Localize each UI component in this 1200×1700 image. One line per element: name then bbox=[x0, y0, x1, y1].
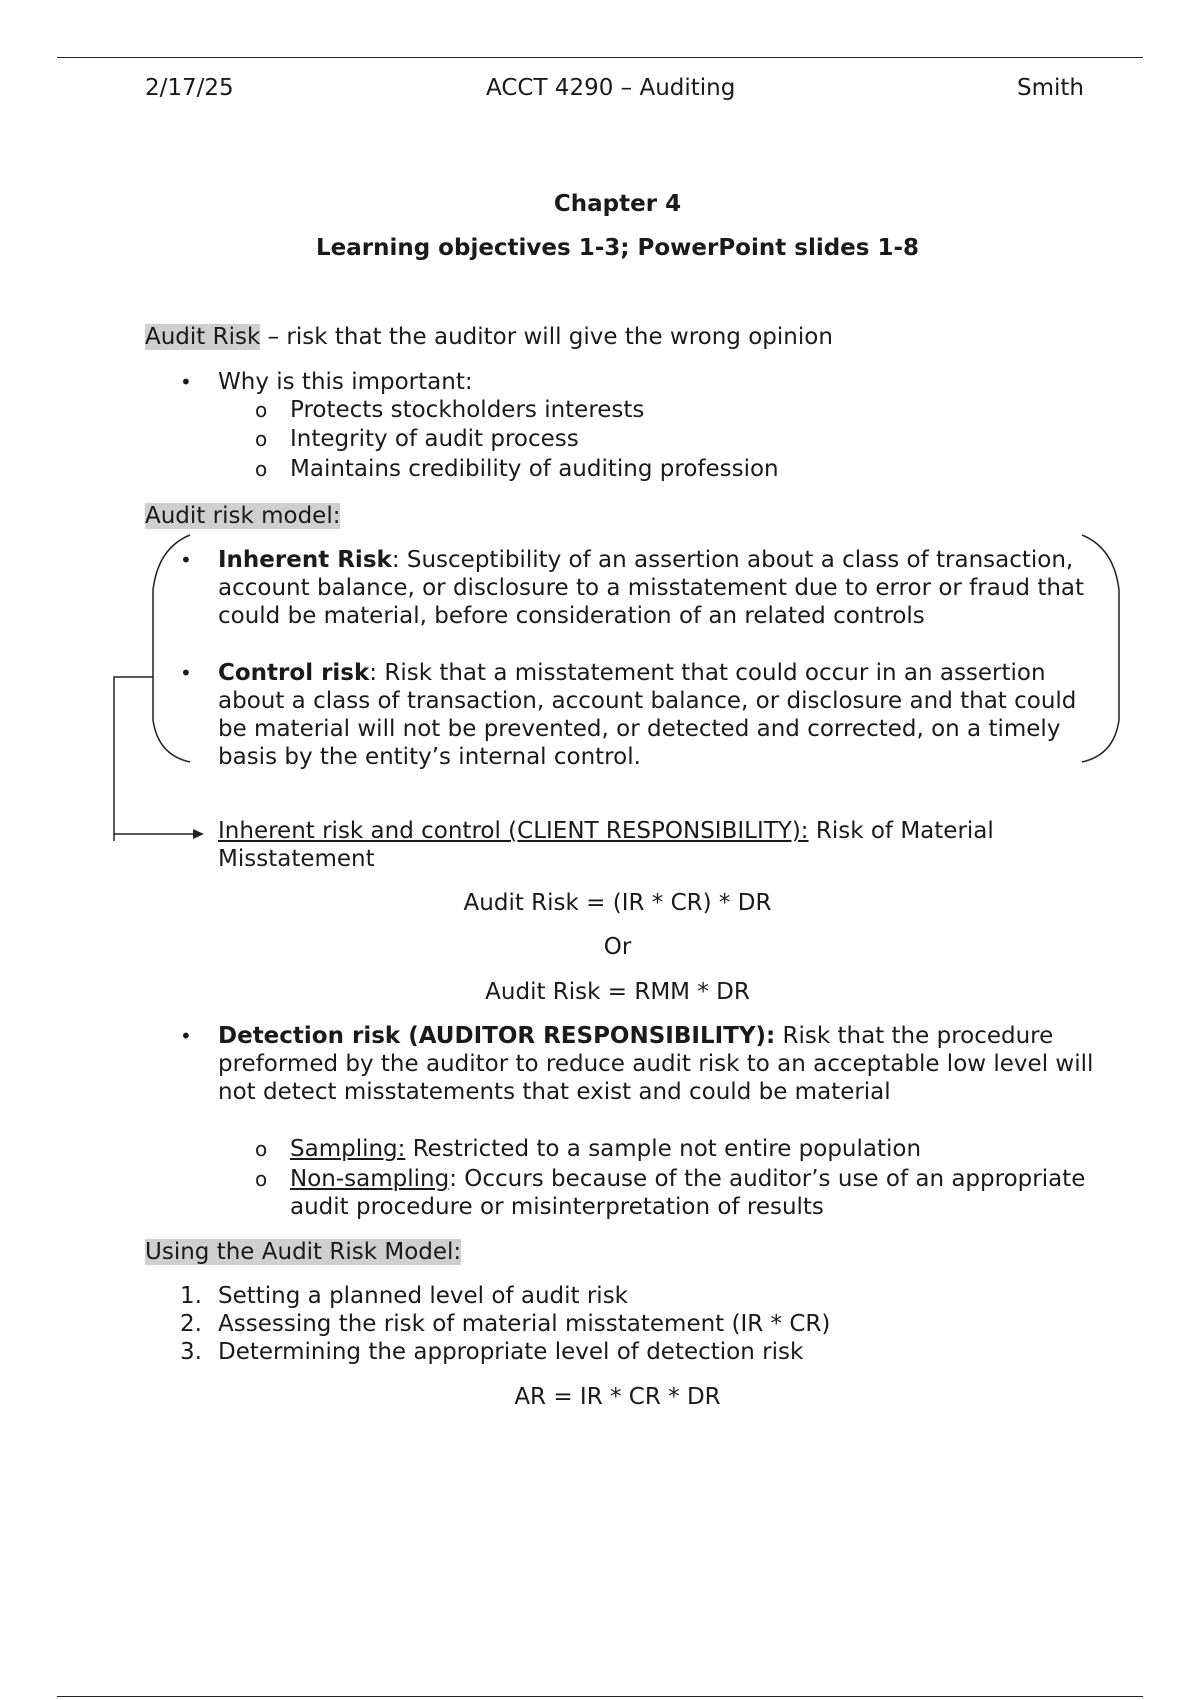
formula-or: Or bbox=[603, 934, 632, 960]
header-date: 2/17/25 bbox=[145, 75, 234, 101]
control-risk-text: : Risk that a misstatement that could occur in an assertion about a class of transaction, account balance, or disclosure and that could be material will not be prevented, or detected and corrected, on a timely basis by the entity’s internal control. bbox=[218, 660, 1077, 770]
formula-ir-cr-dr: Audit Risk = (IR * CR) * DR bbox=[463, 890, 772, 916]
importance-bullet: Why is this important: bbox=[218, 369, 473, 395]
formula-rmm-dr: Audit Risk = RMM * DR bbox=[485, 979, 750, 1005]
header-author: Smith bbox=[1017, 75, 1084, 101]
left-bracket bbox=[153, 535, 190, 762]
sub-bullet-marker: o bbox=[255, 457, 268, 481]
step-number: 1. bbox=[180, 1283, 202, 1309]
bullet-marker: • bbox=[180, 370, 192, 394]
sub-bullet-marker: o bbox=[255, 1167, 268, 1191]
final-formula: AR = IR * CR * DR bbox=[514, 1384, 721, 1410]
step-item: Setting a planned level of audit risk bbox=[218, 1283, 628, 1309]
detection-risk-item bbox=[218, 1022, 1098, 1106]
using-model-heading-text: Using the Audit Risk Model: bbox=[145, 1239, 462, 1265]
reason-item: Integrity of audit process bbox=[290, 426, 579, 452]
rmm-line bbox=[218, 817, 1098, 873]
chapter-subtitle: Learning objectives 1-3; PowerPoint slides 1-8 bbox=[315, 235, 920, 261]
audit-risk-term: Audit Risk bbox=[145, 324, 261, 350]
chapter-title: Chapter 4 bbox=[553, 191, 682, 217]
step-item: Assessing the risk of material misstatement (IR * CR) bbox=[218, 1311, 831, 1337]
non-sampling-label: Non-sampling bbox=[290, 1166, 450, 1192]
connector-line bbox=[114, 677, 153, 841]
non-sampling-text: : Occurs because of the auditor’s use of an appropriate audit procedure or misinterpretation of results bbox=[290, 1166, 1086, 1220]
sampling-item bbox=[290, 1135, 1110, 1163]
rmm-text: Risk of Material Misstatement bbox=[218, 818, 994, 872]
rmm-label: Inherent risk and control (CLIENT RESPONSIBILITY): bbox=[218, 818, 809, 844]
reason-item: Maintains credibility of auditing profession bbox=[290, 456, 779, 482]
sub-bullet-marker: o bbox=[255, 398, 268, 422]
bullet-marker: • bbox=[180, 1024, 192, 1048]
step-item: Determining the appropriate level of detection risk bbox=[218, 1339, 804, 1365]
control-risk-term: Control risk bbox=[218, 660, 370, 686]
non-sampling-item bbox=[290, 1165, 1110, 1221]
sub-bullet-marker: o bbox=[255, 427, 268, 451]
step-number: 2. bbox=[180, 1311, 202, 1337]
reason-item: Protects stockholders interests bbox=[290, 397, 645, 423]
detection-risk-text: Risk that the procedure preformed by the auditor to reduce audit risk to an acceptable low level will not detect misstatements that exist and could be material bbox=[218, 1023, 1094, 1105]
step-number: 3. bbox=[180, 1339, 202, 1365]
bullet-marker: • bbox=[180, 661, 192, 685]
detection-risk-term: Detection risk (AUDITOR RESPONSIBILITY): bbox=[218, 1023, 776, 1049]
right-bracket bbox=[1082, 535, 1119, 762]
inherent-risk-text: : Susceptibility of an assertion about a class of transaction, account balance, or disclosure to a misstatement due to error or fraud that could be material, before consideration of an related controls bbox=[218, 547, 1085, 629]
sampling-text: Restricted to a sample not entire population bbox=[405, 1136, 922, 1162]
sub-bullet-marker: o bbox=[255, 1137, 268, 1161]
using-model-heading bbox=[145, 1238, 461, 1266]
audit-risk-text: – risk that the auditor will give the wrong opinion bbox=[260, 324, 833, 350]
audit-risk-model-heading-text: Audit risk model: bbox=[145, 503, 341, 529]
sampling-label: Sampling: bbox=[290, 1136, 406, 1162]
header-course: ACCT 4290 – Auditing bbox=[486, 75, 736, 101]
arrow-head bbox=[193, 829, 204, 839]
inherent-risk-term: Inherent Risk bbox=[218, 547, 392, 573]
bullet-marker: • bbox=[180, 548, 192, 572]
